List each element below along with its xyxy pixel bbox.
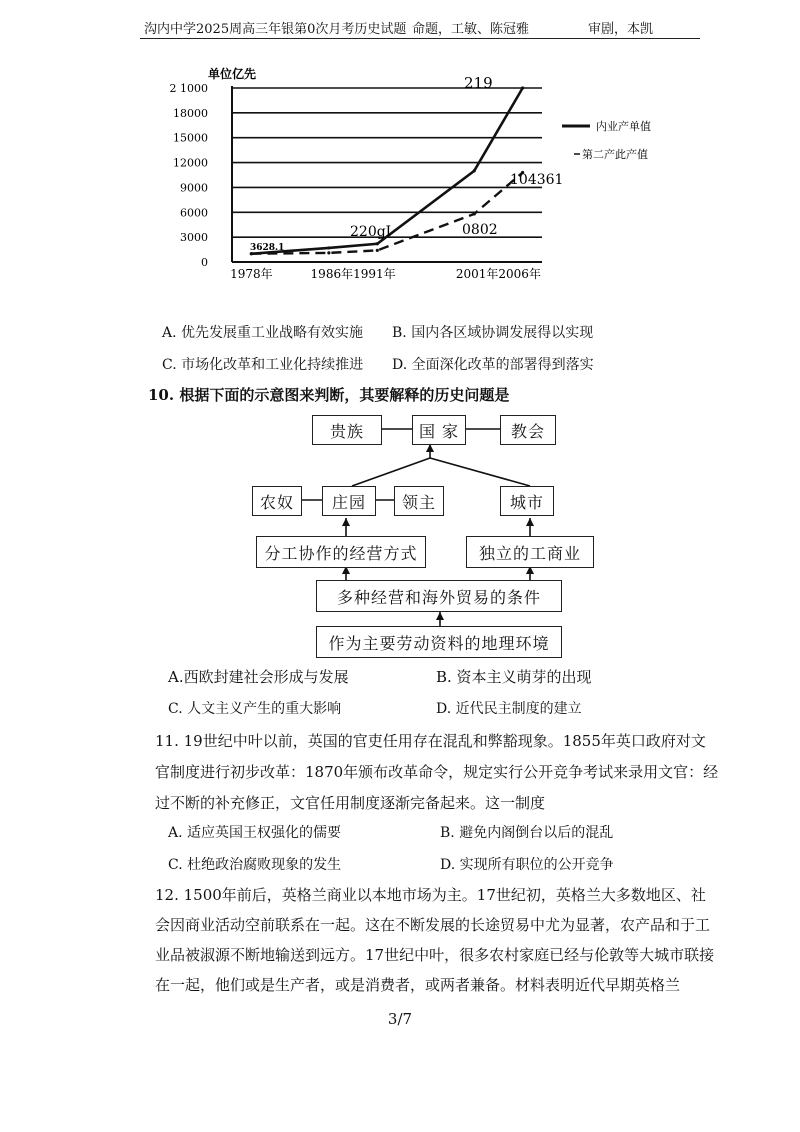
annotation-104361: 104361 (510, 172, 564, 188)
y-tick-label: 6000 (180, 206, 208, 220)
box-serfs: 农奴 (252, 486, 302, 516)
box-independent-commerce: 独立的工商业 (466, 536, 594, 568)
q11-line-3: 过不断的补充修正，文官任用制度逐渐完备起来。这一制度 (155, 794, 546, 812)
annotation-3628: 3628.1 (250, 243, 285, 253)
header-authors: 命题，工敏、陈冠雅 (412, 22, 530, 37)
annotation-219: 219 (464, 74, 493, 92)
y-tick-label: 2 1000 (169, 82, 208, 95)
q9-option-d[interactable]: D. 全面深化改革的部署得到落实 (392, 357, 594, 373)
box-manor: 庄园 (322, 486, 376, 516)
q10-option-d[interactable]: D. 近代民主制度的建立 (436, 701, 582, 717)
box-lord: 领主 (394, 486, 444, 516)
box-church: 教会 (500, 415, 556, 445)
box-nobles: 贵族 (312, 415, 382, 445)
q10-option-b[interactable]: B. 资本主义萌芽的出现 (436, 668, 592, 686)
annotation-0802: 0802 (462, 222, 498, 238)
y-tick-label: 3000 (180, 231, 208, 245)
legend-label-primary: 内业产单值 (596, 120, 651, 133)
q12-line-4: 在一起，他们或是生产者，或是消费者，或两者兼备。材料表明近代早期英格兰 (155, 976, 681, 994)
box-division-of-labor: 分工协作的经营方式 (256, 536, 426, 568)
q11-line-2: 官制度进行初步改革：1870年颁布改革命令，规定实行公开竞争考试来录用文官：经 (155, 763, 719, 781)
y-tick-label: 15000 (173, 131, 208, 145)
q9-option-b[interactable]: B. 国内各区域协调发展得以实现 (392, 325, 594, 341)
y-tick-label: 12000 (173, 156, 208, 170)
y-tick-label: 0 (201, 256, 208, 269)
q11-option-a[interactable]: A. 适应英国王权强化的儒要 (168, 825, 342, 841)
box-city: 城市 (500, 486, 554, 516)
q11-option-c[interactable]: C. 杜绝政治腐败现象的发生 (168, 857, 342, 873)
q9-option-c[interactable]: C. 市场化改革和工业化持续推进 (162, 357, 364, 373)
chart-y-axis-label: 单位亿先 (208, 67, 257, 81)
q11-option-b[interactable]: B. 避免内阁倒台以后的混乱 (440, 825, 614, 841)
y-tick-label: 9000 (180, 181, 208, 195)
legend-label-secondary: 第二产此产值 (582, 148, 648, 161)
q11-option-d[interactable]: D. 实现所有职位的公开竞争 (440, 857, 614, 873)
header-reviewer: 审剧，本凯 (588, 22, 654, 37)
x-tick-label: 1986年1991年 (310, 267, 396, 281)
q11-line-1: 11. 19世纪中叶以前，英国的官吏任用存在混乱和弊豁现象。1855年英口政府对文 (155, 732, 706, 750)
q12-line-2: 会因商业活动空前联系在一起。这在不断发展的长途贸易中尤为显著，农产品和于工 (155, 916, 711, 934)
x-tick-label: 1978年 (230, 267, 273, 281)
annotation-220gl: 220gI (350, 224, 392, 240)
x-tick-label: 2001年2006年 (455, 267, 541, 281)
box-geography: 作为主要劳动资料的地理环境 (316, 626, 562, 658)
y-tick-label: 18000 (173, 106, 208, 120)
q10-stem: 10. 根据下面的示意图来判断，其要解释的历史问题是 (148, 386, 510, 404)
page-number: 3/7 (387, 1010, 413, 1028)
q10-option-c[interactable]: C. 人文主义产生的重大影响 (168, 701, 342, 717)
q12-line-1: 12. 1500年前后，英格兰商业以本地市场为主。17世纪初，英格兰大多数地区、社 (155, 886, 706, 904)
q9-option-a[interactable]: A. 优先发展重工业战略有效实施 (162, 325, 364, 341)
q12-line-3: 业品被淑源不断地输送到远方。17世纪中叶，很多农村家庭已经与伦敦等大城市联接 (155, 946, 715, 964)
box-trade-conditions: 多种经营和海外贸易的条件 (316, 580, 562, 612)
header-exam-title: 沟内中学2025周高三年银第0次月考历史试题 (144, 22, 407, 37)
q10-option-a[interactable]: A.西欧封建社会形成与发展 (168, 668, 349, 686)
box-state: 国 家 (412, 415, 466, 445)
